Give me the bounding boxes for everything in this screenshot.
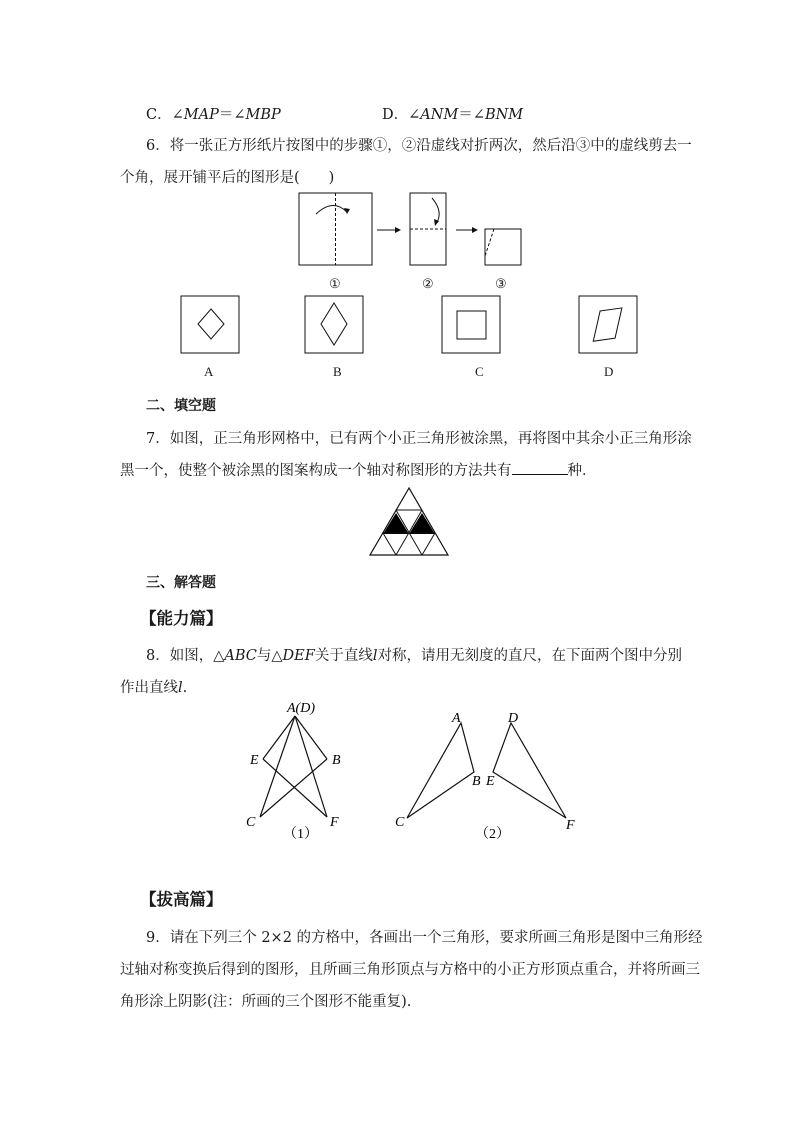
fig2-label-e: E — [486, 774, 495, 789]
fig1-label-c: C — [246, 815, 256, 830]
q7-text-line2: 黑一个，使整个被涂黑的图案构成一个轴对称图形的方法共有 种． — [120, 459, 597, 480]
q7-text-line1: 7．如图，正三角形网格中，已有两个小正三角形被涂黑，再将图中其余小正三角形涂 — [146, 431, 692, 447]
step2-label: ② — [422, 276, 434, 291]
ability-heading: 【能力篇】 — [140, 609, 223, 628]
option-d-label: D — [604, 364, 614, 379]
option-b-label: B — [333, 364, 342, 379]
option-a-label: A — [204, 364, 214, 379]
fig2-label-f: F — [566, 818, 575, 833]
fig2-label-d: D — [508, 711, 519, 726]
q8-text-line1: 8．如图，△ABC与△DEF关于直线l对称，请用无刻度的直尺，在下面两个图中分别 — [146, 648, 682, 664]
fig1-label-f: F — [330, 815, 339, 830]
fig2-label-b: B — [472, 774, 481, 789]
q5-option-d: D．∠ANM＝∠BNM — [382, 107, 524, 123]
fig1-label-ad: A(D) — [287, 701, 315, 716]
option-c-label: C — [475, 364, 484, 379]
fig1-label-e: E — [250, 753, 259, 768]
fig2-caption: （2） — [475, 827, 510, 842]
q5-option-c: C．∠MAP＝∠MBP — [146, 107, 281, 123]
section-answer-heading: 三、解答题 — [146, 575, 216, 591]
q9-text-line3: 角形涂上阴影(注：所画的三个图形不能重复). — [120, 994, 412, 1010]
advanced-heading: 【拔高篇】 — [140, 890, 223, 909]
q8-text-line2: 作出直线l. — [120, 680, 188, 696]
q9-text-line1: 9．请在下列三个 2×2 的方格中，各画出一个三角形，要求所画三角形是图中三角形经 — [146, 930, 703, 946]
fig1-label-b: B — [332, 753, 341, 768]
q9-text-line2: 过轴对称变换后得到的图形，且所画三角形顶点与方格中的小正方形顶点重合，并将所画三 — [120, 962, 700, 978]
fig1-caption: （1） — [283, 827, 318, 842]
step3-label: ③ — [495, 276, 507, 291]
q6-text-line2: 个角，展开铺平后的图形是( ) — [120, 170, 335, 186]
step1-label: ① — [329, 276, 341, 291]
fig2-label-c: C — [395, 815, 405, 830]
fig2-label-a: A — [452, 711, 461, 726]
q6-text-line1: 6．将一张正方形纸片按图中的步骤①，②沿虚线对折两次，然后沿③中的虚线剪去一 — [146, 138, 692, 154]
section-fill-in-heading: 二、填空题 — [146, 398, 216, 414]
